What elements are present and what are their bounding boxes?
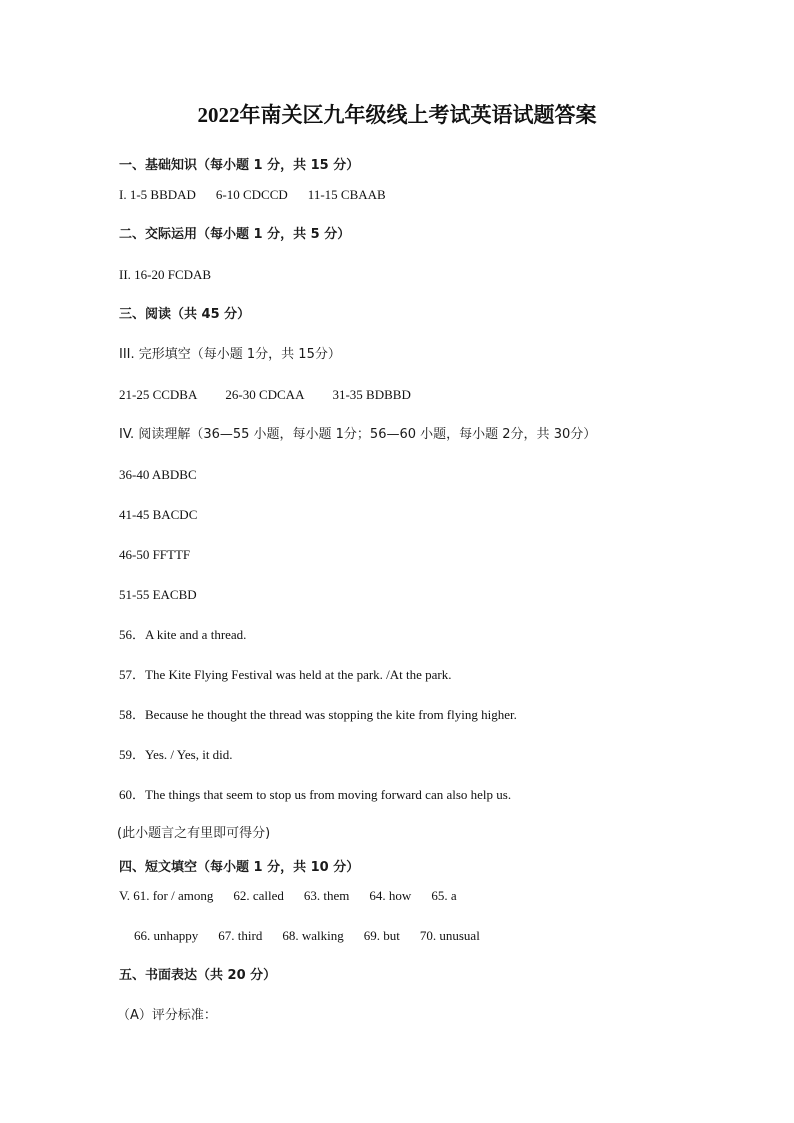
answer-row-cloze [119,388,411,401]
answer-group: 11-15 CBAAB [307,187,386,202]
answer-item: 68. walking [282,928,344,943]
grading-note: (此小题言之有里即可得分) [117,826,271,841]
answer-q58: 58．Because he thought the thread was stopping the kite from flying higher. [119,707,517,722]
answer-row-reading: 51-55 EACBD [119,587,197,602]
answer-q56: 56．A kite and a thread. [119,627,247,642]
answer-row-part2: II. 16-20 FCDAB [119,267,212,282]
answer-item: V. 61. for / among [119,888,214,903]
answer-item: 63. them [303,888,350,903]
subsection-heading-scoring-criteria: （A）评分标准： [117,1008,217,1023]
answer-group: I. 1-5 BBDAD [119,187,196,202]
answer-row-part5 [119,889,457,902]
answer-item: 67. third [218,928,263,943]
answer-row-reading: 46-50 FFTTF [119,547,191,562]
answer-item: 70. unusual [419,928,480,943]
answer-row-part1 [119,188,386,201]
section-heading-passage-fill: 四、短文填空（每小题 1 分，共 10 分） [119,860,360,875]
section-heading-basic-knowledge: 一、基础知识（每小题 1 分，共 15 分） [119,158,360,173]
section-heading-reading: 三、阅读（共 45 分） [119,307,251,322]
answer-group: 21-25 CCDBA [119,387,198,402]
answer-item: 62. called [233,888,284,903]
answer-row-part5 [134,929,480,942]
answer-q59: 59．Yes. / Yes, it did. [119,747,233,762]
section-heading-communication: 二、交际运用（每小题 1 分，共 5 分） [119,227,351,242]
answer-q57: 57．The Kite Flying Festival was held at the park. /At the park. [119,667,452,682]
answer-item: 66. unhappy [134,928,199,943]
section-heading-writing: 五、书面表达（共 20 分） [119,968,277,983]
answer-group: 31-35 BDBBD [332,387,411,402]
answer-item: 64. how [369,888,412,903]
answer-item: 65. a [431,888,457,903]
answer-q60: 60．The things that seem to stop us from moving forward can also help us. [119,787,512,802]
answer-row-reading: 36-40 ABDBC [119,467,197,482]
subsection-heading-reading-comprehension: IV. 阅读理解（36—55 小题，每小题 1分；56—60 小题，每小题 2分，共 30分） [119,427,597,442]
answer-row-reading: 41-45 BACDC [119,507,198,522]
page-title: 2022年南关区九年级线上考试英语试题答案 [197,103,597,127]
answer-group: 26-30 CDCAA [225,387,305,402]
answer-group: 6-10 CDCCD [215,187,288,202]
answer-item: 69. but [363,928,400,943]
subsection-heading-cloze: III. 完形填空（每小题 1分，共 15分） [119,347,341,362]
